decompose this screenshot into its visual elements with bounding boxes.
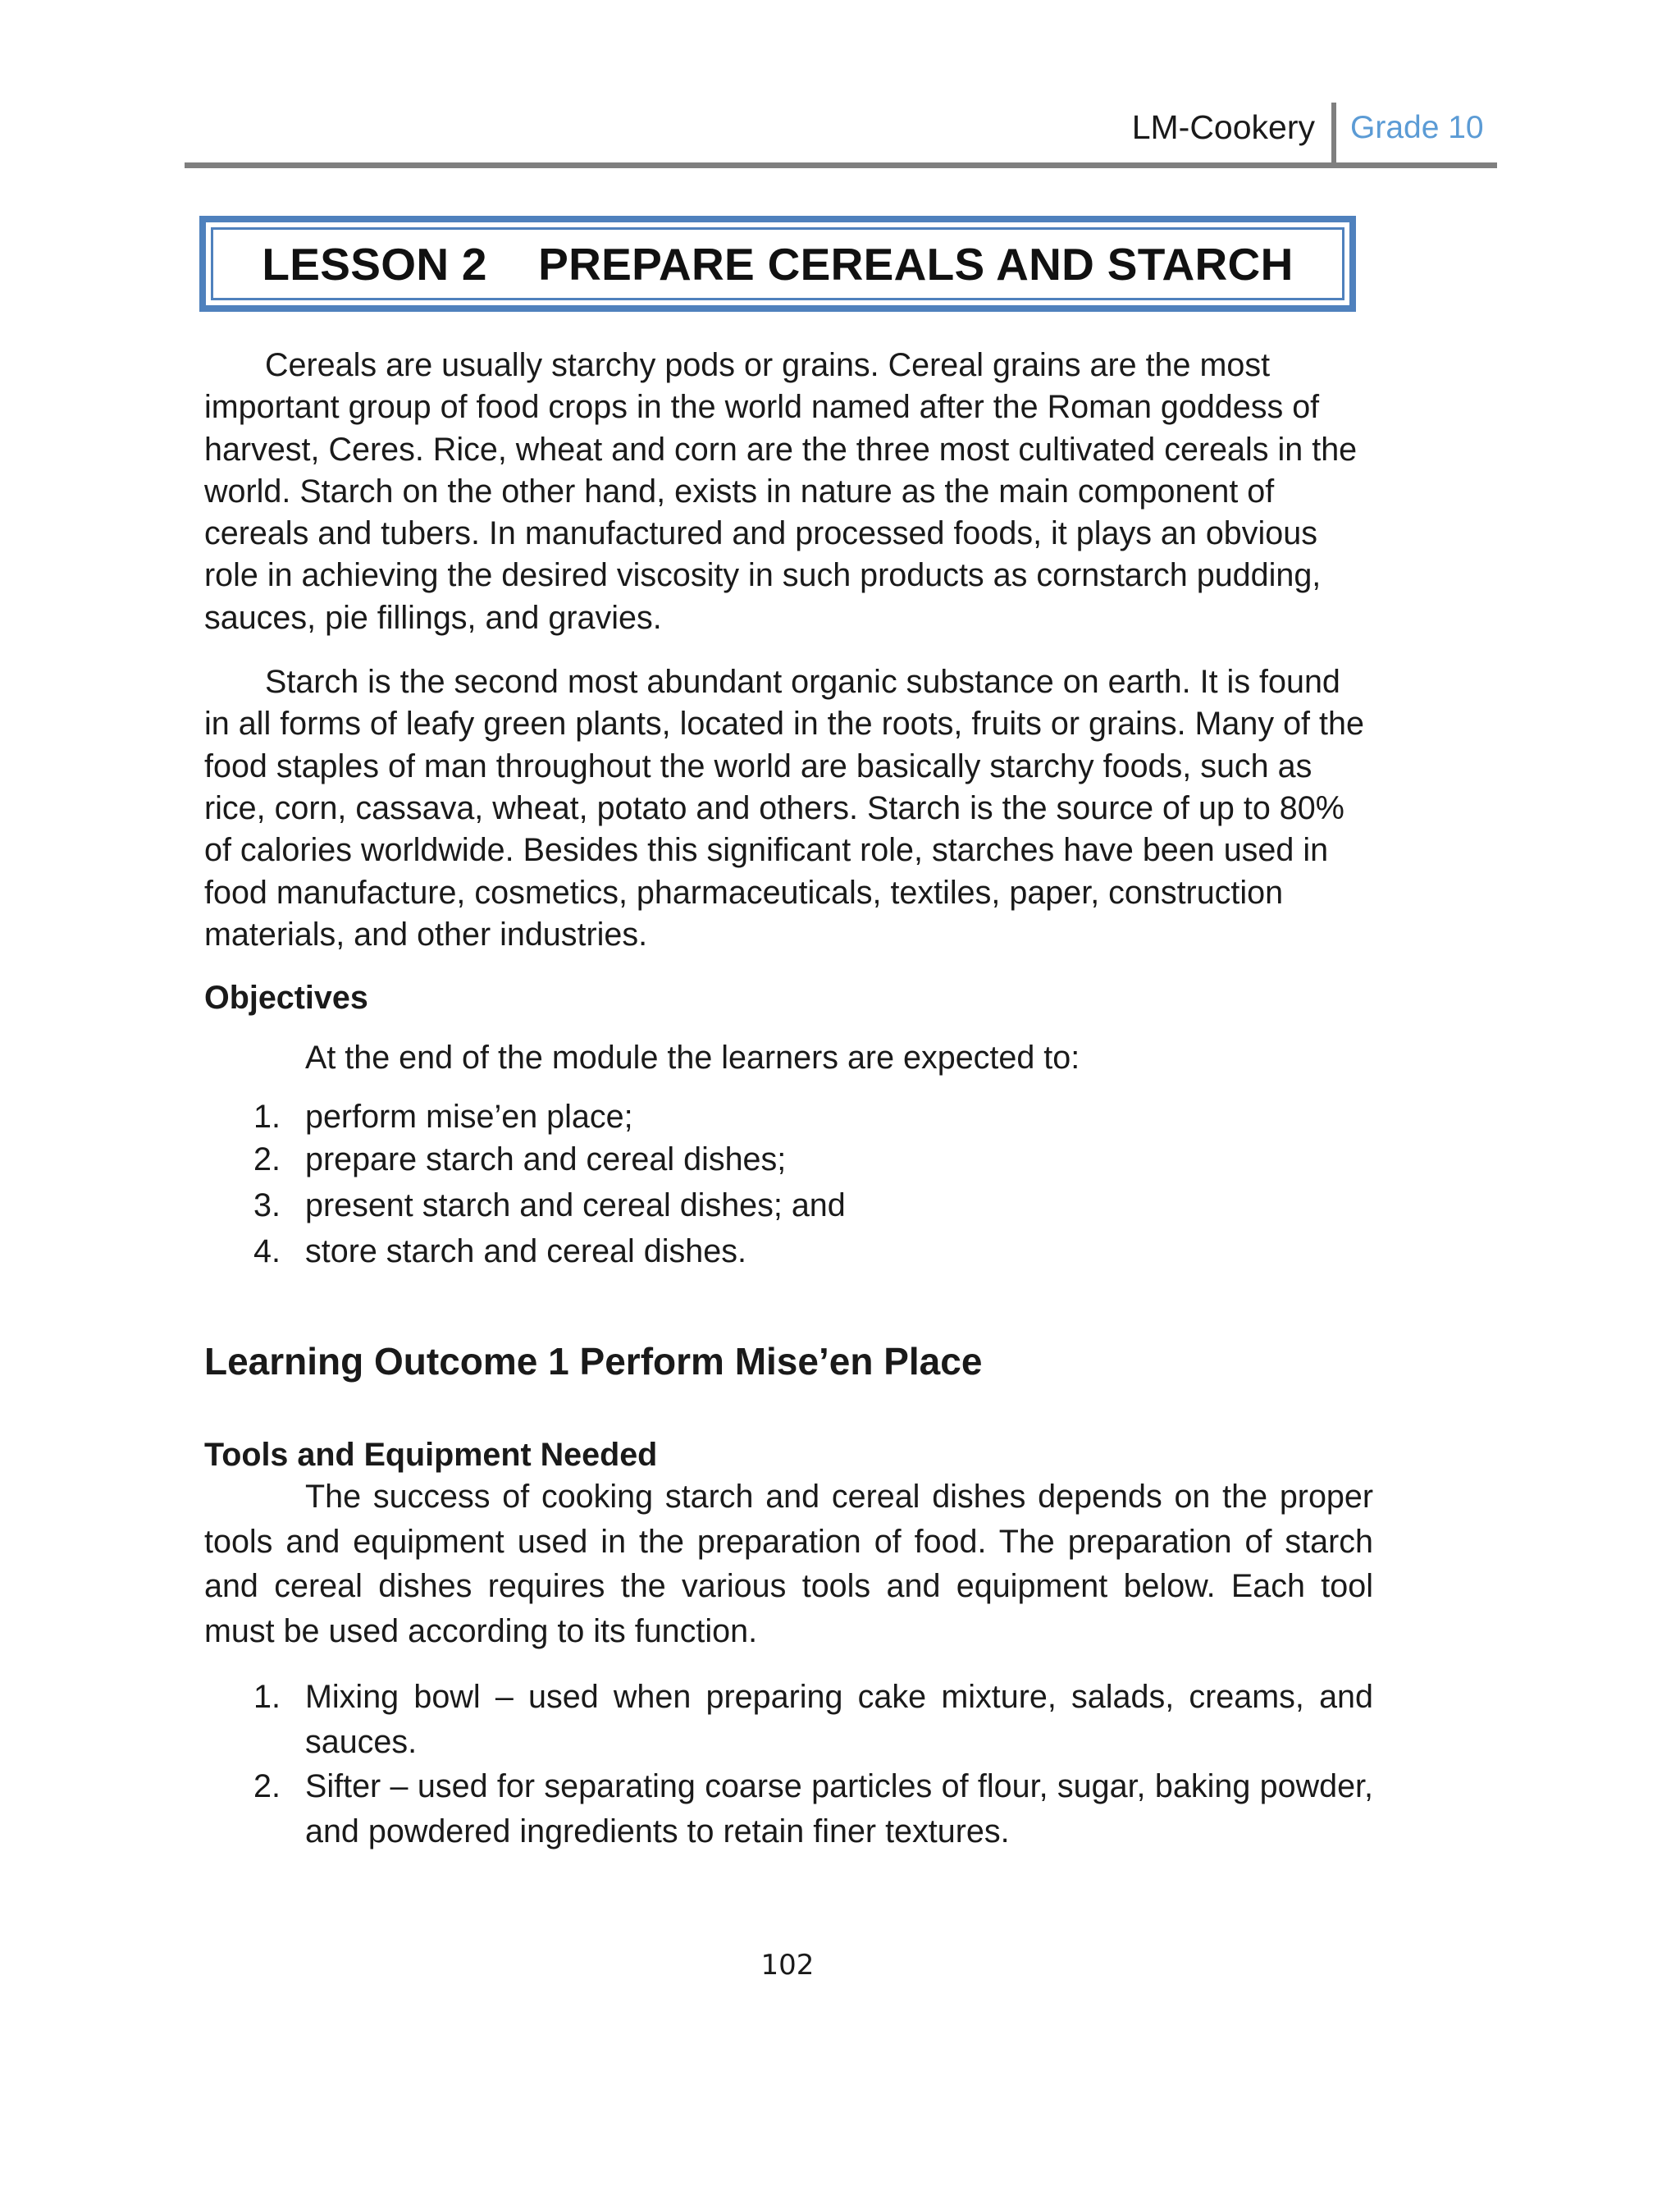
- lesson-title: LESSON 2 PREPARE CEREALS AND STARCH: [262, 238, 1294, 290]
- objective-item: [204, 1230, 1373, 1273]
- learning-outcome-heading: Learning Outcome 1 Perform Mise’en Place: [204, 1340, 983, 1383]
- objective-item: [204, 1138, 1373, 1181]
- intro-paragraph-1-text: Cereals are usually starchy pods or grains. Cereal grains are the most important group of food crops in the world named after the Roman goddess of harvest, Ceres. Rice, wheat and corn are the three most cultivated cereals in the world. Starch on the other hand, exists in nature as the main component of cereals and tubers. In manufactured and processed foods, it plays an obvious role in achieving the desired viscosity in such products as cornstarch pudding, sauces, pie fillings, and gravies.: [204, 347, 1358, 636]
- tools-paragraph: [204, 1474, 1373, 1653]
- objective-item: [204, 1095, 1373, 1138]
- objectives-heading: Objectives: [204, 980, 368, 1017]
- objective-number: 3.: [253, 1187, 281, 1224]
- header-subject: LM-Cookery: [1131, 108, 1315, 146]
- intro-paragraph-2-text: Starch is the second most abundant organic substance on earth. It is found in all forms of leafy green plants, located in the roots, fruits or grains. Many of the food staples of man throughout the world are basically starchy foods, such as rice, corn, cassava, wheat, potato and others. Starch is the source of up to 80% of calories worldwide. Besides this significant role, starches have been used in food manufacture, cosmetics, pharmaceuticals, textiles, paper, construction materials, and other industries.: [204, 664, 1364, 953]
- page-header: [0, 0, 1680, 181]
- header-rule: [185, 162, 1497, 168]
- objective-text: prepare starch and cereal dishes;: [305, 1141, 787, 1178]
- objective-item: [204, 1184, 1373, 1227]
- intro-paragraph-1: [204, 345, 1373, 639]
- header-grade: Grade 10: [1350, 110, 1484, 145]
- page-number: 102: [760, 1949, 815, 1982]
- tools-heading: Tools and Equipment Needed: [204, 1437, 658, 1474]
- objectives-intro: At the end of the module the learners are expected to:: [305, 1040, 1080, 1077]
- objective-text: perform mise’en place;: [305, 1099, 633, 1136]
- lesson-title-inner-border: [211, 227, 1344, 300]
- tool-item: [204, 1675, 1373, 1764]
- lesson-title-box: [199, 216, 1356, 312]
- tool-number: 2.: [253, 1768, 281, 1805]
- tool-item: [204, 1764, 1373, 1854]
- tool-text: Sifter – used for separating coarse particles of flour, sugar, baking powder, and powdered ingredients to retain finer textures.: [305, 1768, 1373, 1849]
- objective-number: 4.: [253, 1233, 281, 1270]
- tools-paragraph-text: The success of cooking starch and cereal dishes depends on the proper tools and equipment used in the preparation of food. The preparation of starch and cereal dishes requires the various tools and equipment below. Each tool must be used according to its function.: [204, 1479, 1373, 1649]
- header-divider: [1331, 103, 1336, 165]
- objectives-list: [204, 1095, 1373, 1273]
- tool-number: 1.: [253, 1679, 281, 1716]
- tool-text: Mixing bowl – used when preparing cake mixture, salads, creams, and sauces.: [305, 1679, 1373, 1760]
- tools-list: [204, 1675, 1373, 1854]
- objective-number: 1.: [253, 1099, 281, 1136]
- main-content: [204, 345, 1373, 1854]
- objective-number: 2.: [253, 1141, 281, 1178]
- objective-text: store starch and cereal dishes.: [305, 1233, 746, 1270]
- intro-paragraph-2: [204, 661, 1373, 956]
- objective-text: present starch and cereal dishes; and: [305, 1187, 846, 1224]
